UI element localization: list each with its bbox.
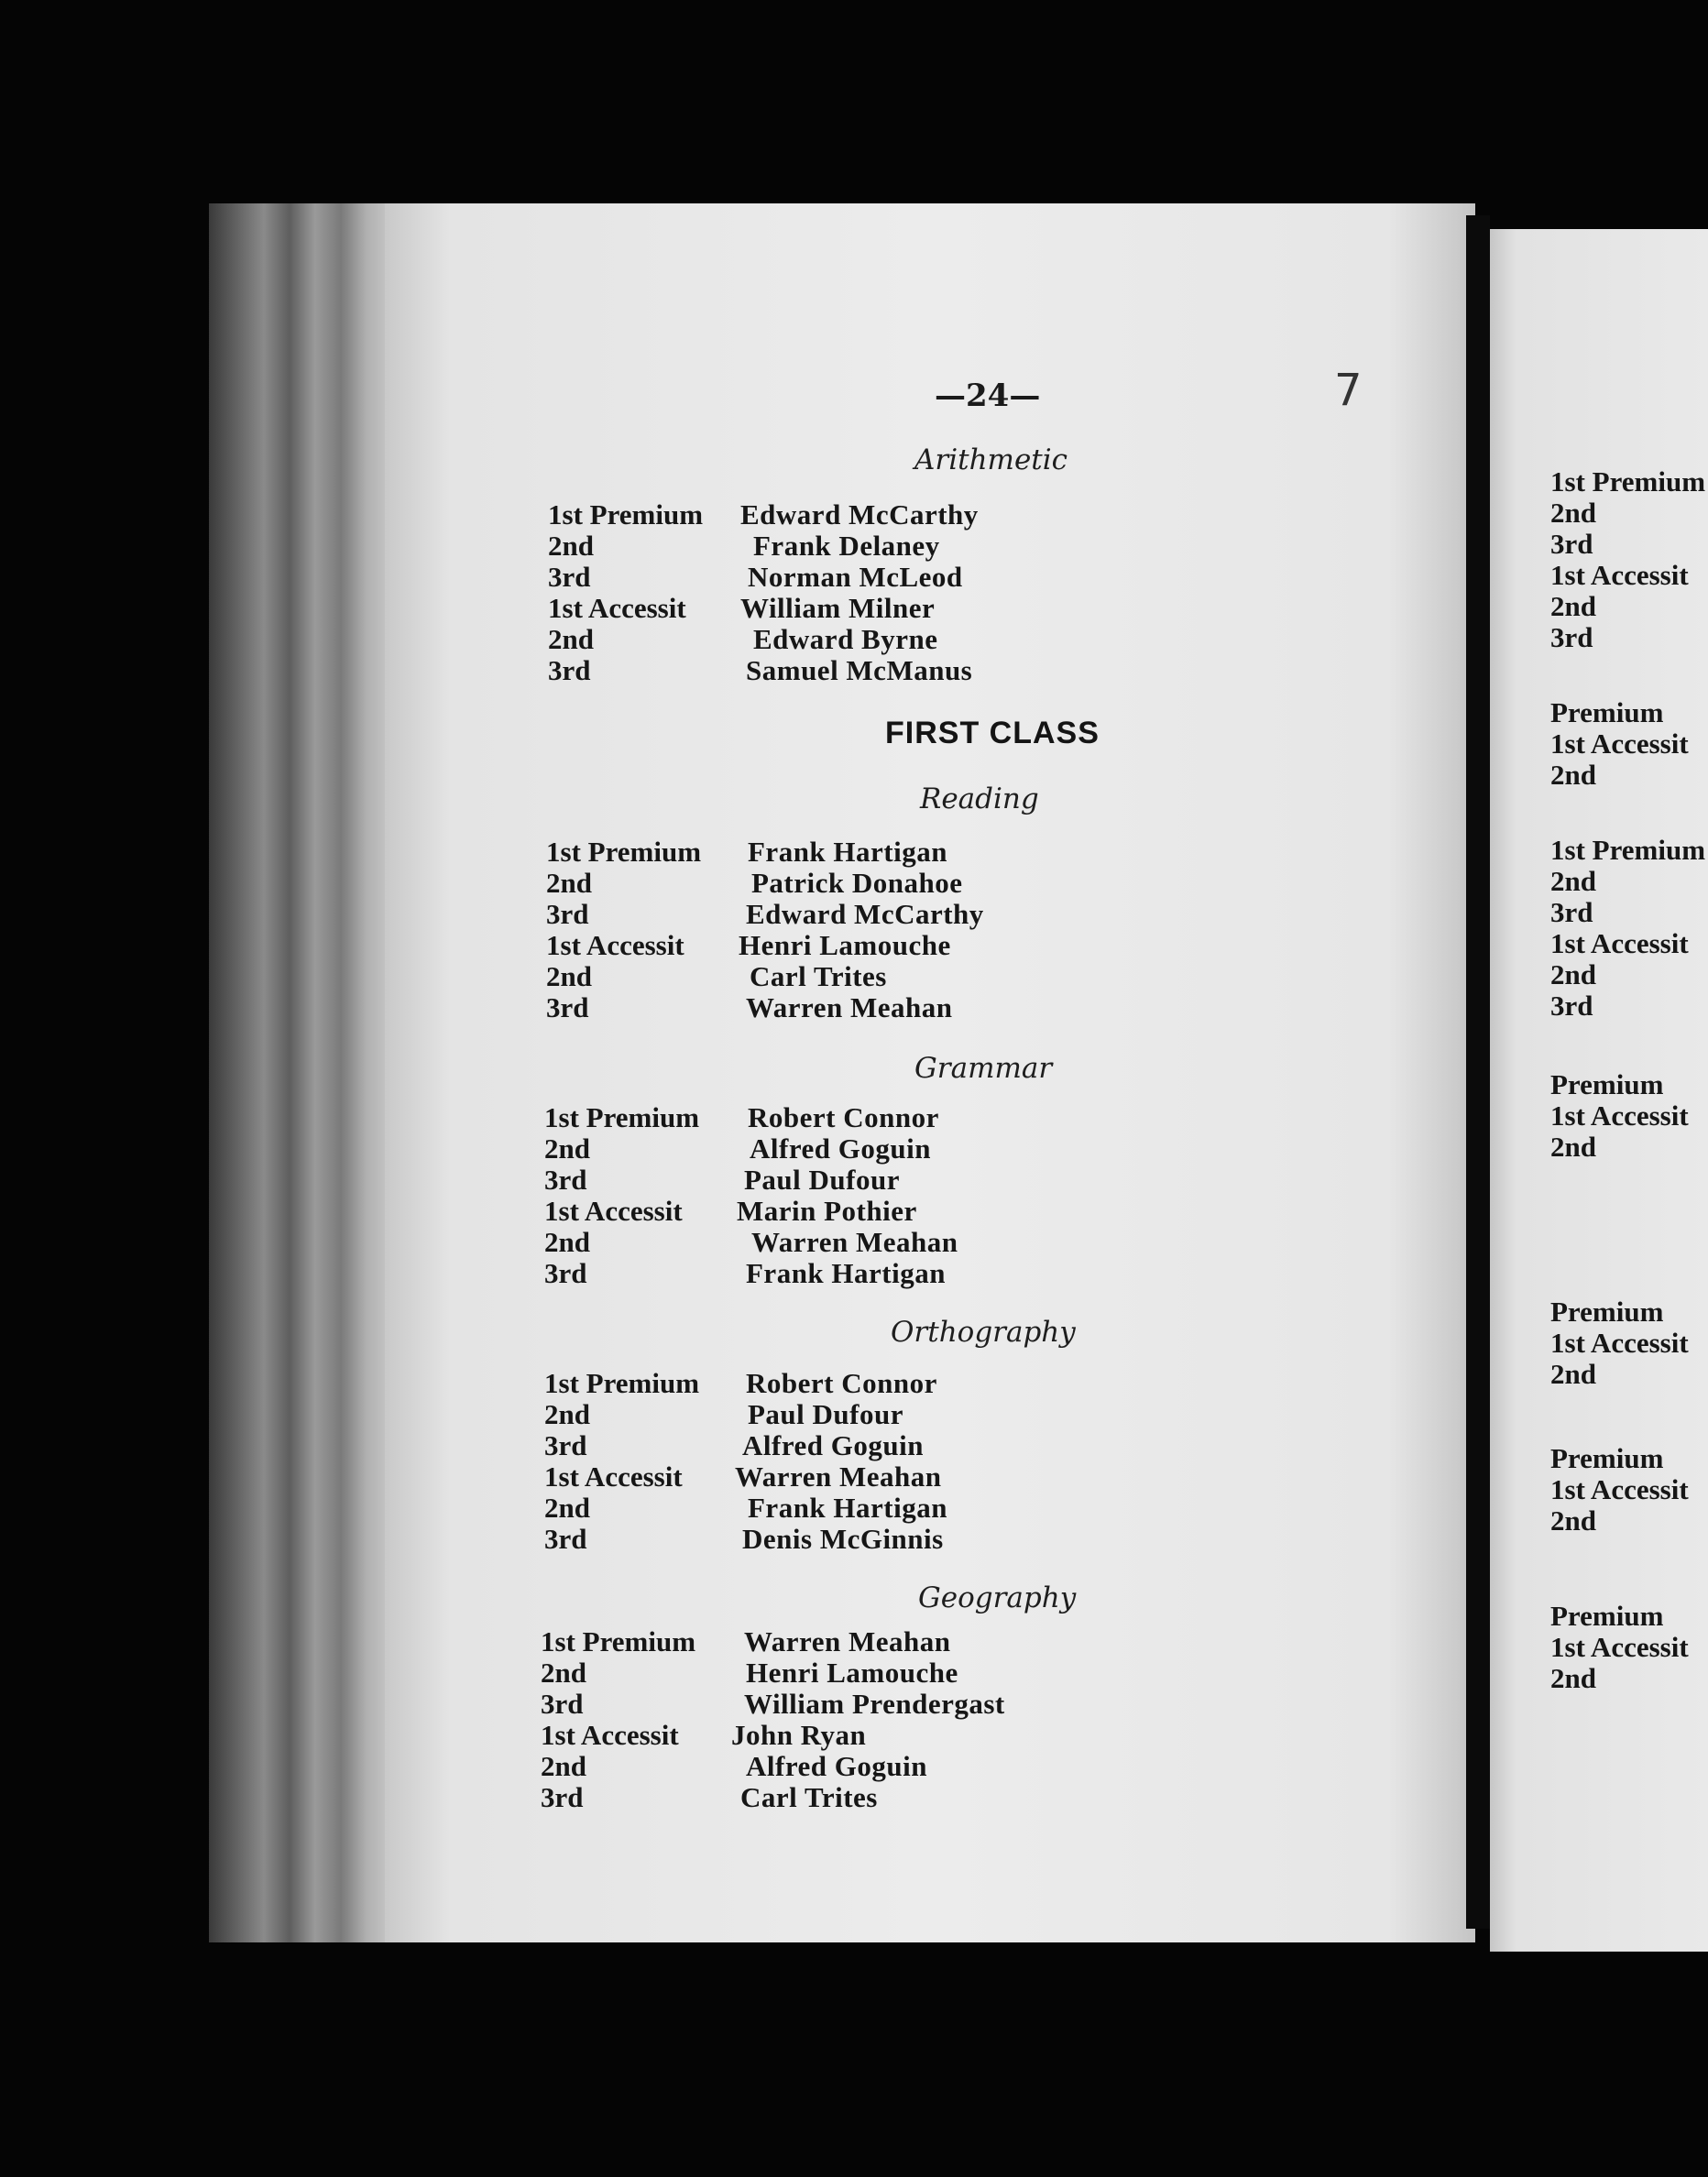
first-class-title: FIRST CLASS: [885, 716, 1100, 750]
award-place: 2nd: [546, 867, 592, 899]
award-name: Robert Connor: [746, 1367, 937, 1399]
award-name: Edward McCarthy: [746, 898, 984, 930]
right-page-label: 2nd: [1550, 1504, 1596, 1537]
award-name: Paul Dufour: [744, 1164, 900, 1196]
award-name: Frank Hartigan: [748, 1492, 947, 1524]
award-place: 3rd: [546, 898, 589, 930]
right-page-label: 1st Accessit: [1550, 727, 1689, 760]
page-number: —24—: [935, 377, 1041, 414]
award-place: 3rd: [544, 1164, 587, 1196]
right-page-label: 2nd: [1550, 1131, 1596, 1163]
right-page-label: Premium: [1550, 1296, 1664, 1328]
award-name: Frank Hartigan: [746, 1257, 946, 1289]
right-page-label: 1st Accessit: [1550, 927, 1689, 959]
award-name: Edward McCarthy: [740, 498, 979, 531]
award-place: 1st Accessit: [546, 929, 684, 961]
award-place: 3rd: [544, 1523, 587, 1555]
right-page-label: 3rd: [1550, 621, 1593, 653]
book-gutter: [1466, 215, 1490, 1929]
right-page-label: 1st Premium: [1550, 834, 1706, 866]
section-heading-arithmetic: Arithmetic: [914, 443, 1068, 476]
award-place: 1st Premium: [541, 1625, 696, 1657]
right-page-label: 2nd: [1550, 865, 1596, 897]
right-page-label: 1st Premium: [1550, 465, 1706, 498]
right-page-label: 2nd: [1550, 1662, 1596, 1694]
award-name: Marin Pothier: [737, 1195, 917, 1227]
award-name: Warren Meahan: [744, 1625, 951, 1657]
right-page-label: 1st Accessit: [1550, 559, 1689, 591]
award-place: 1st Premium: [544, 1101, 700, 1133]
award-place: 3rd: [544, 1257, 587, 1289]
award-name: Patrick Donahoe: [751, 867, 963, 899]
award-name: Henri Lamouche: [739, 929, 951, 961]
award-name: Frank Delaney: [753, 530, 940, 562]
award-place: 1st Accessit: [544, 1195, 683, 1227]
right-page-label: 2nd: [1550, 958, 1596, 990]
award-name: Norman McLeod: [748, 561, 963, 593]
right-page-label: Premium: [1550, 1068, 1664, 1100]
right-page-label: 1st Accessit: [1550, 1473, 1689, 1505]
section-heading-orthography: Orthography: [891, 1316, 1076, 1349]
award-name: Warren Meahan: [746, 991, 953, 1023]
award-place: 3rd: [541, 1688, 584, 1720]
award-name: Samuel McManus: [746, 654, 973, 686]
award-place: 1st Accessit: [541, 1719, 679, 1751]
award-place: 2nd: [544, 1492, 590, 1524]
right-page-label: Premium: [1550, 1600, 1664, 1632]
section-heading-geography: Geography: [918, 1581, 1077, 1614]
right-page-label: 1st Accessit: [1550, 1327, 1689, 1359]
award-place: 1st Accessit: [544, 1460, 683, 1493]
award-place: 2nd: [541, 1750, 586, 1782]
award-name: Carl Trites: [750, 960, 887, 992]
award-name: Carl Trites: [740, 1781, 878, 1813]
book-page-edges: [209, 203, 392, 1942]
award-name: Henri Lamouche: [746, 1657, 958, 1689]
section-heading-reading: Reading: [920, 782, 1039, 815]
award-place: 1st Premium: [544, 1367, 700, 1399]
award-place: 2nd: [544, 1398, 590, 1430]
award-name: Alfred Goguin: [742, 1429, 924, 1461]
award-place: 2nd: [544, 1226, 590, 1258]
award-place: 3rd: [544, 1429, 587, 1461]
award-name: Alfred Goguin: [746, 1750, 927, 1782]
award-place: 2nd: [544, 1132, 590, 1165]
award-place: 1st Premium: [546, 836, 702, 868]
award-place: 1st Premium: [548, 498, 704, 531]
award-place: 2nd: [541, 1657, 586, 1689]
right-page-label: 3rd: [1550, 896, 1593, 928]
award-name: Paul Dufour: [748, 1398, 903, 1430]
award-name: Robert Connor: [748, 1101, 939, 1133]
award-name: Alfred Goguin: [750, 1132, 931, 1165]
award-place: 2nd: [548, 623, 594, 655]
pencil-mark: 7: [1334, 365, 1363, 416]
award-name: Warren Meahan: [751, 1226, 958, 1258]
right-page-label: Premium: [1550, 696, 1664, 728]
right-page-label: 3rd: [1550, 528, 1593, 560]
award-name: Edward Byrne: [753, 623, 938, 655]
award-place: 3rd: [546, 991, 589, 1023]
award-name: William Milner: [740, 592, 936, 624]
award-name: Warren Meahan: [735, 1460, 942, 1493]
right-page-label: 3rd: [1550, 990, 1593, 1022]
award-name: William Prendergast: [744, 1688, 1005, 1720]
right-page-label: 1st Accessit: [1550, 1099, 1689, 1132]
right-page-label: 2nd: [1550, 1358, 1596, 1390]
award-name: Frank Hartigan: [748, 836, 947, 868]
award-place: 3rd: [548, 561, 591, 593]
right-page-label: 2nd: [1550, 590, 1596, 622]
award-place: 1st Accessit: [548, 592, 686, 624]
right-page-label: 2nd: [1550, 759, 1596, 791]
section-heading-grammar: Grammar: [914, 1052, 1053, 1085]
award-place: 2nd: [548, 530, 594, 562]
award-place: 3rd: [541, 1781, 584, 1813]
right-page-label: 1st Accessit: [1550, 1631, 1689, 1663]
award-name: John Ryan: [731, 1719, 867, 1751]
right-page-label: Premium: [1550, 1442, 1664, 1474]
award-place: 3rd: [548, 654, 591, 686]
award-place: 2nd: [546, 960, 592, 992]
award-name: Denis McGinnis: [742, 1523, 944, 1555]
right-page-label: 2nd: [1550, 497, 1596, 529]
